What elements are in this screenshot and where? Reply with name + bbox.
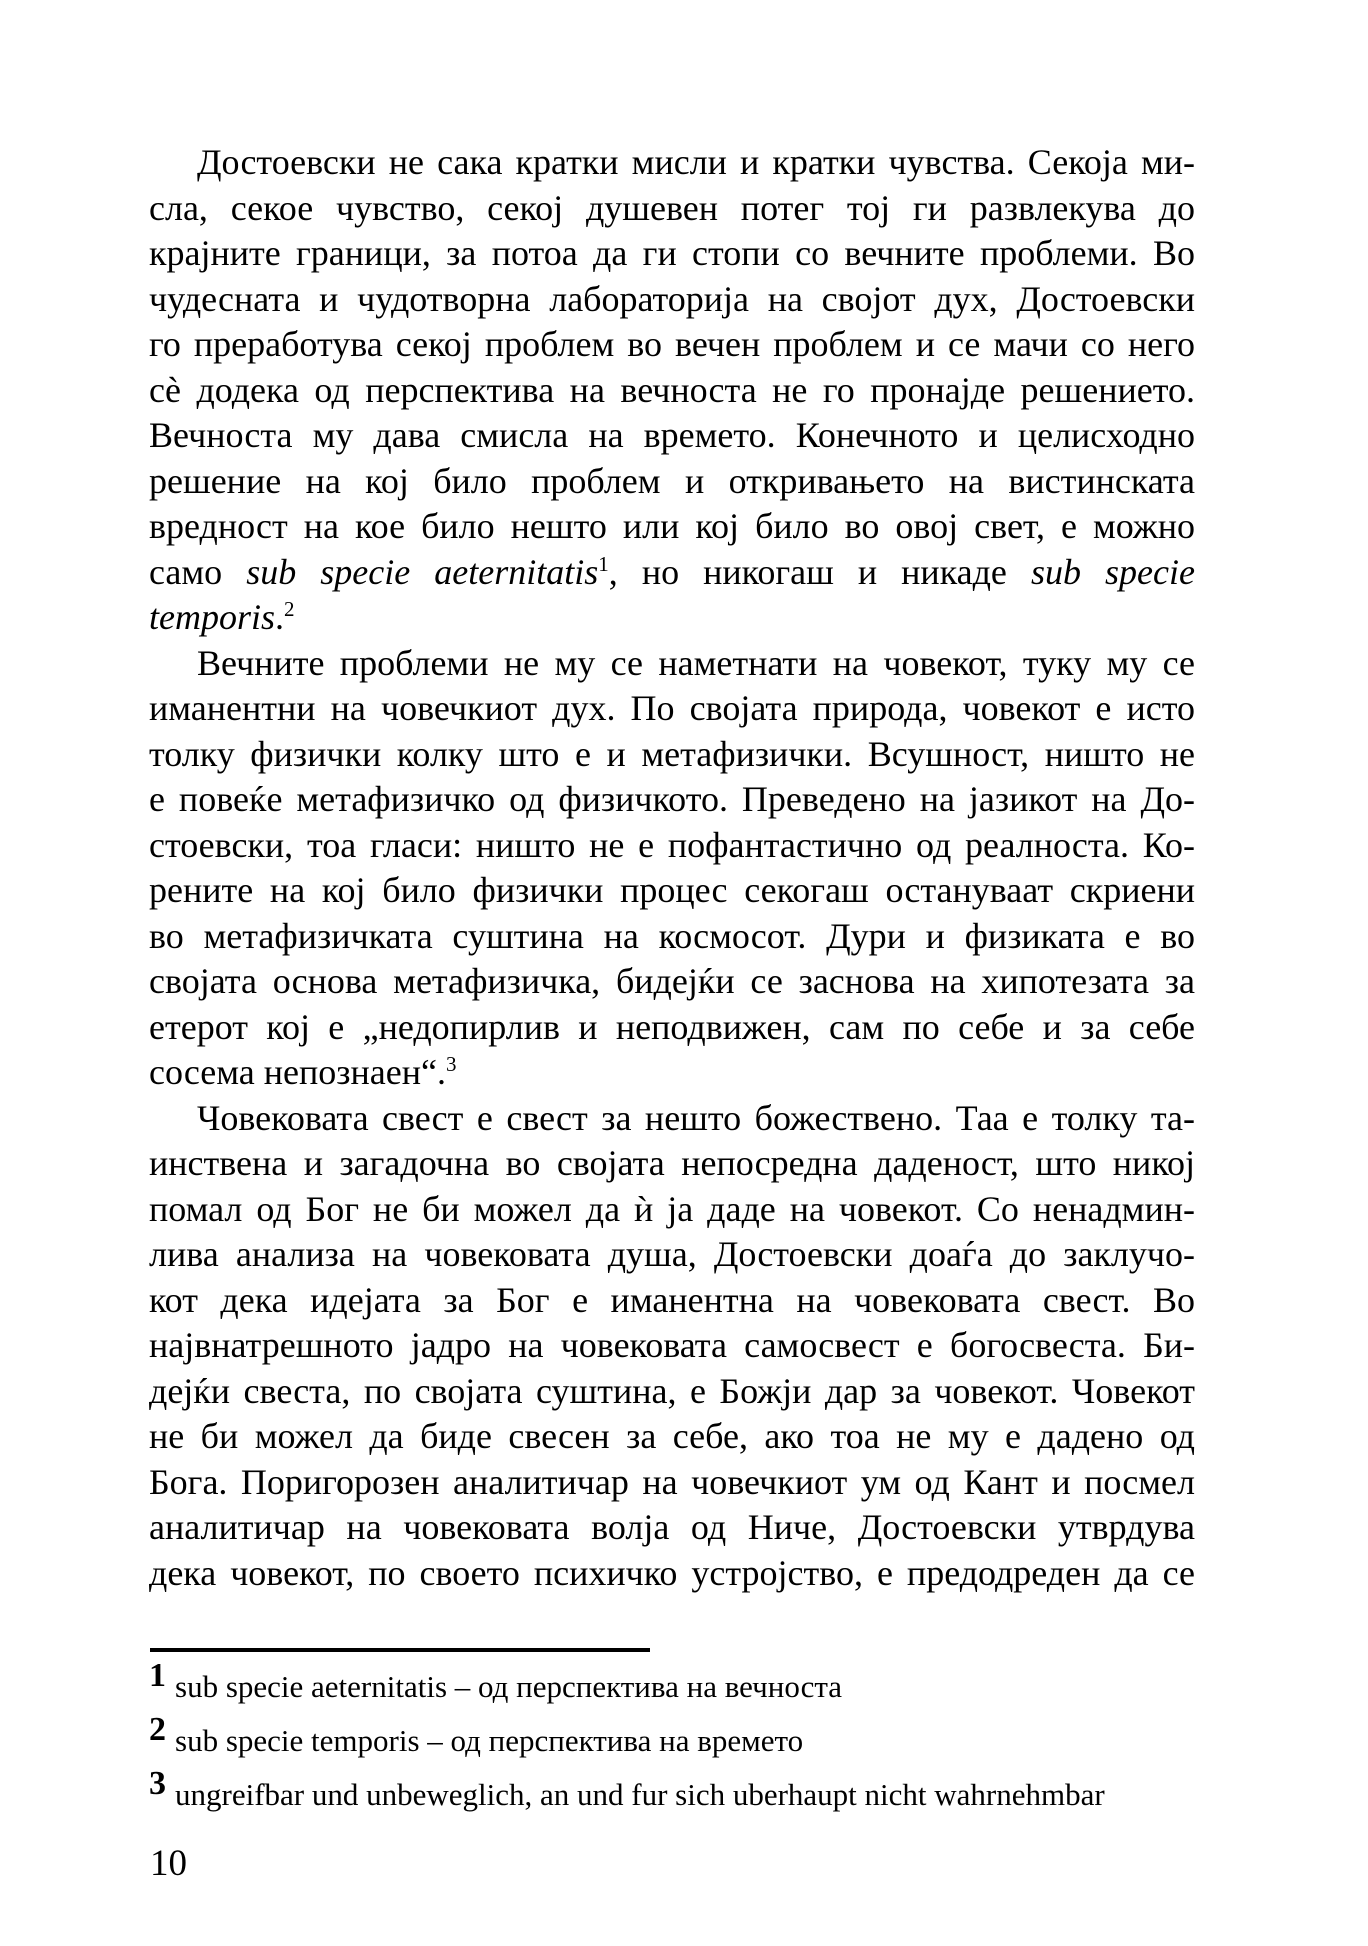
- footnote-item: [149, 1765, 1219, 1822]
- text-line: го преработува секој проблем во вечен проблем и се мачи со него: [149, 324, 1195, 364]
- footnote-ref-1: 1: [598, 551, 609, 576]
- text-line: дека човекот, по своето психичко устројство, е предодреден да се: [149, 1552, 1195, 1593]
- text-line: Вечноста му дава смисла на времето. Конечното и целисходно: [149, 415, 1195, 455]
- text-line: лива анализа на човековата душа, Достоевски доаѓа до заклучо-: [149, 1234, 1195, 1274]
- text-line: етерот кој е „недопирлив и неподвижен, сам по себе и за себе: [149, 1006, 1195, 1047]
- latin-phrase-italic: sub specie aeternitatis: [246, 551, 599, 592]
- latin-phrase-italic: sub specie: [1030, 551, 1195, 592]
- footnote-text: sub specie temporis – од перспектива на времето: [175, 1723, 804, 1758]
- text-line: највнатрешното јадро на човековата самосвест е богосвеста. Би-: [149, 1325, 1195, 1365]
- page-number: 10: [150, 1843, 187, 1884]
- footnote-text: sub specie aeternitatis – од перспектива на вечноста: [175, 1669, 843, 1704]
- text-line: чудесната и чудотворна лабораторија на својот дух, Достоевски: [149, 278, 1195, 319]
- text-line: не би можел да биде свесен за себе, ако тоа не му е дадено од: [149, 1416, 1195, 1456]
- text-fragment: само: [149, 551, 247, 592]
- body-text: [149, 140, 1195, 1596]
- footnote-ref-3: 3: [445, 1052, 457, 1076]
- text-line: Достоевски не сака кратки мисли и кратки чувства. Секоја ми-: [197, 142, 1195, 182]
- text-fragment: сосема непознаен“.: [149, 1052, 446, 1092]
- text-line: Бога. Поригорозен аналитичар на човечкиот ум од Кант и посмел: [149, 1461, 1195, 1502]
- text-line: крајните граници, за потоа да ги стопи со вечните проблеми. Во: [149, 233, 1195, 273]
- paragraph-1: [149, 140, 1195, 641]
- text-line: кот дека идејата за Бог е иманентна на човековата свест. Во: [149, 1279, 1195, 1320]
- paragraph-3: [149, 1096, 1195, 1597]
- text-line: аналитичар на човековата волја од Ниче, Достоевски утврдува: [149, 1507, 1195, 1547]
- text-line: стоевски, тоа гласи: ништо не е пофантастично од реалноста. Ко-: [149, 824, 1195, 865]
- text-line: инствена и загадочна во својата непосредна даденост, што никој: [149, 1143, 1195, 1183]
- paragraph-2: [149, 641, 1195, 1096]
- footnote-item: [149, 1711, 1219, 1768]
- latin-phrase-italic: temporis: [149, 597, 275, 637]
- text-line: е повеќе метафизичко од физичкото. Преведено на јазикот на До-: [149, 779, 1195, 819]
- text-line: својата основа метафизичка, бидејќи се заснова на хипотезата за: [149, 961, 1195, 1001]
- text-line: сѐ додека од перспектива на вечноста не го пронајде решението.: [149, 369, 1195, 410]
- footnote-item: [149, 1657, 1219, 1714]
- footnote-marker: 3: [149, 1765, 166, 1802]
- text-line: [149, 1050, 1195, 1096]
- footnote-ref-2: 2: [284, 597, 295, 621]
- text-line: иманентни на човечкиот дух. По својата природа, човекот е исто: [149, 688, 1195, 728]
- footnote-marker: 1: [149, 1657, 166, 1694]
- text-fragment: , но никогаш и никаде: [608, 551, 1031, 592]
- text-line: [149, 550, 1195, 596]
- text-line: толку физички колку што е и метафизички. Всушност, ништо не: [149, 733, 1195, 774]
- text-line: вредност на кое било нешто или кој било во овој свет, е можно: [149, 506, 1195, 546]
- footnote-marker: 2: [149, 1711, 166, 1748]
- text-line: Човековата свест е свест за нешто божествено. Таа е толку та-: [197, 1097, 1195, 1138]
- footnotes: [149, 1657, 1219, 1822]
- text-fragment: .: [275, 597, 284, 637]
- footnote-separator: [150, 1648, 650, 1652]
- footnote-text: ungreifbar und unbeweglich, an und fur sich uberhaupt nicht wahrnehmbar: [175, 1777, 1105, 1812]
- text-line: сла, секое чувство, секој душевен потег тој ги развлекува до: [149, 187, 1195, 228]
- text-line: Вечните проблеми не му се наметнати на човекот, туку му се: [197, 642, 1195, 683]
- text-line: дејќи свеста, по својата суштина, е Божји дар за човекот. Човекот: [149, 1370, 1195, 1411]
- text-line: во метафизичката суштина на космосот. Дури и физиката е во: [149, 915, 1195, 956]
- text-line: помал од Бог не би можел да ѝ ја даде на човекот. Со ненадмин-: [149, 1188, 1195, 1229]
- text-line: рените на кој било физички процес секогаш остануваат скриени: [149, 870, 1195, 910]
- text-line: решение на кој било проблем и откривањето на вистинската: [149, 460, 1195, 501]
- text-line: [149, 595, 1195, 641]
